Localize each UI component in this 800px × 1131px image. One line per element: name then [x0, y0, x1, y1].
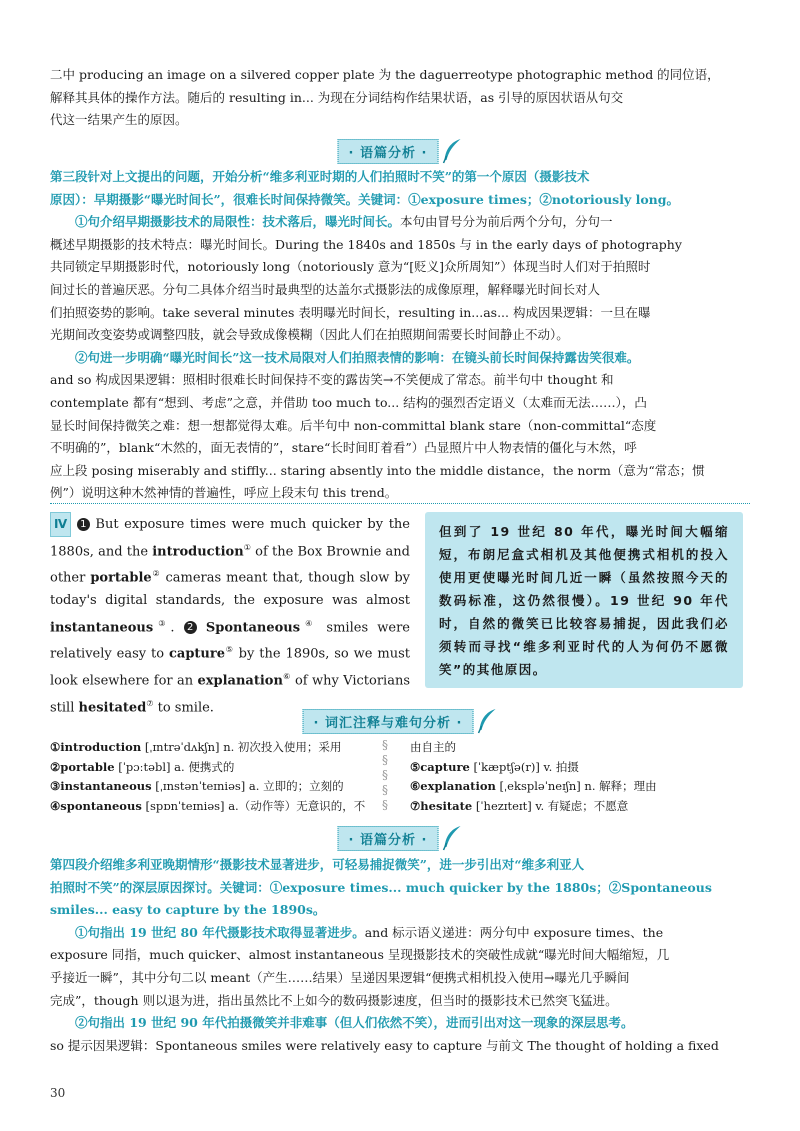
section-banner-vocab — [303, 708, 498, 734]
intro-line: 代这一结果产生的原因。 — [50, 112, 188, 128]
intro-line: 二中 producing an image on a silvered copper plate 为 the daguerreotype photographic method 的同位语， — [50, 67, 720, 82]
vocab-entry: ②portable [ˈpɔːtəbl] a. 便携式的 — [50, 759, 235, 774]
passage-text: of why Victorians still — [50, 673, 411, 716]
divider — [50, 503, 750, 504]
analysis-line: 光期间改变姿势或调整四肢，就会导致成像模糊（因此人们在拍照期间需要长时间静止不动）。 — [50, 327, 569, 343]
para3-analysis — [50, 166, 750, 505]
sentence-1-rest: 本句由冒号分为前后两个分句，分句一 — [400, 214, 613, 230]
passage-text: cameras meant that, though slow by today's digital standards, the exposure was almost — [50, 570, 411, 609]
vocab-word: instantaneous — [50, 619, 154, 635]
passage-text: smiles were relatively easy to — [50, 619, 410, 662]
banner-label: · 语篇分析 · — [338, 139, 439, 164]
analysis-line: 拍照时不笑”的深层原因探讨。关键词：①exposure times... much quicker by the 1880s；②Spontaneous — [50, 879, 712, 895]
analysis-line: 共同锁定早期摄影时代，notoriously long（notoriously 意为“[贬义]众所周知”）体现当时人们对于拍照时 — [50, 259, 651, 275]
sentence-1-head: ①句指出 19 世纪 80 年代摄影技术取得显著进步。 — [75, 924, 365, 940]
vocab-entry: ③instantaneous [ˌɪnstənˈteɪniəs] a. 立即的；立刻的 — [50, 779, 344, 793]
vocab-entry: ⑥explanation [ˌekspləˈneɪʃn] n. 解释；理由 — [410, 779, 657, 793]
vocab-entry: ①introduction [ˌɪntrəˈdʌkʃn] n. 初次投入使用；采用 — [50, 740, 342, 754]
vocab-word: Spontaneous — [205, 619, 301, 635]
analysis-line: so 提示因果逻辑：Spontaneous smiles were relatively easy to capture 与前文 The thought of holding a fixed — [50, 1037, 719, 1053]
banner-label: · 词汇注释与难句分析 · — [303, 709, 474, 734]
passage-text: by the 1890s, so we must look elsewhere for an — [50, 646, 410, 689]
vocab-entry: ④spontaneous [spɒnˈteɪniəs] a.（动作等）无意识的，不 — [50, 798, 366, 813]
para4-analysis — [50, 854, 750, 1057]
translation-panel: 但到了 19 世纪 80 年代，曝光时间大幅缩短，布朗尼盒式相机及其他便携式相机的投入使用更使曝光时间几近一瞬（虽然按照今天的数码标准，这仍然很慢）。19 世纪 90 年代时，自然的微笑已比较容易捕捉，因此我们必须转而寻找“维多利亚时代的人为何仍不愿微笑”的其他原因。 — [425, 512, 743, 688]
vocab-word: hesitated — [78, 700, 147, 716]
passage-paragraph-4: Ⅳ 1 But exposure times were much quicker by the 1880s, and the introduction① of the Box Brownie and other portable② cameras meant that, though slow by today's digital standards, the exposure was almost instantaneous③. 2 Spontaneous④ smiles were relatively easy to capture⑤ by the 1890s, so we must look elsewhere for an explanation⑥ of why Victorians still hesitated⑦ to smile. — [50, 512, 410, 720]
analysis-line — [50, 211, 750, 234]
sentence-number: 1 — [77, 518, 90, 531]
section-banner-discourse-2 — [338, 825, 463, 851]
analysis-line: 完成”，though 则以退为进，指出虽然比不上如今的数码摄影速度，但当时的摄影技术已然突飞猛进。 — [50, 992, 618, 1008]
vocab-entry: 由自主的 — [410, 740, 456, 754]
sentence-2-head: ②句进一步明确“曝光时间长”这一技术局限对人们拍照表情的影响：在镜头前长时间保持露齿笑很难。 — [75, 349, 640, 365]
analysis-line: 不明确的”，blank“木然的，面无表情的”，stare“长时间盯着看”）凸显照片中人物表情的僵化与木然，呼 — [50, 440, 637, 456]
feather-pen-icon — [440, 138, 462, 164]
passage-text: to smile. — [153, 700, 214, 716]
feather-pen-icon — [440, 825, 462, 851]
vocab-word: capture — [169, 646, 226, 662]
banner-label: · 语篇分析 · — [338, 826, 439, 851]
analysis-line: 例”）说明这种木然神情的普遍性，呼应上段末句 this trend。 — [50, 485, 398, 501]
passage-text: . — [170, 619, 184, 635]
sentence-1-head: ①句介绍早期摄影技术的局限性：技术落后，曝光时间长。 — [75, 214, 401, 230]
analysis-line: 应上段 posing miserably and stiffly... staring absently into the middle distance，the norm（意为“常态；惯 — [50, 462, 705, 478]
passage-text: But exposure times were much quicker by the 1880s, and the — [50, 517, 410, 559]
sentence-number: 2 — [184, 621, 197, 634]
section-banner-discourse — [338, 138, 463, 164]
analysis-line: 概述早期摄影的技术特点：曝光时间长。During the 1840s and 1850s 与 in the early days of photography — [50, 236, 682, 252]
analysis-line: exposure 同指，much quicker、almost instantaneous 呈现摄影技术的突破性成就“曝光时间大幅缩短，几 — [50, 947, 670, 963]
vocab-word: portable — [90, 570, 152, 586]
analysis-line: contemplate 都有“想到、考虑”之意，并借助 too much to... 结构的强烈否定语义（太难而无法……），凸 — [50, 394, 647, 410]
analysis-line: and so 构成因果逻辑：照相时很难长时间保持不变的露齿笑→不笑便成了常态。前半句中 thought 和 — [50, 372, 614, 388]
vocab-entry: ⑤capture [ˈkæptʃə(r)] v. 拍摄 — [410, 759, 579, 774]
analysis-line: 乎接近一瞬”，其中分句二以 meant（产生……结果）呈递因果逻辑“便携式相机投入使用→曝光几乎瞬间 — [50, 969, 630, 985]
vocab-word: introduction — [152, 543, 244, 559]
intro-paragraph — [50, 64, 750, 132]
binding-divider: § § § § § — [382, 738, 388, 812]
paragraph-number: Ⅳ — [50, 512, 71, 537]
analysis-line: 显长时间保持微笑之难：想一想都觉得太难。后半句中 non-committal blank stare（non-committal“态度 — [50, 417, 657, 433]
analysis-line: smiles... easy to capture by the 1890s。 — [50, 902, 326, 918]
sentence-1-rest: and 标示语义递进：两分句中 exposure times、the — [364, 924, 664, 940]
page-number: 30 — [50, 1086, 66, 1100]
sentence-2-head: ②句指出 19 世纪 90 年代拍摄微笑并非难事（但人们依然不笑），进而引出对这一现象的深层思考。 — [75, 1015, 634, 1031]
analysis-line — [50, 922, 750, 945]
feather-pen-icon — [475, 708, 497, 734]
vocab-word: explanation — [197, 673, 283, 689]
passage-text: of the Box Brownie and other — [50, 543, 410, 586]
vocab-list-left — [50, 738, 365, 816]
analysis-line: 第四段介绍维多利亚晚期情形“摄影技术显著进步，可轻易捕捉微笑”，进一步引出对“维多利亚人 — [50, 857, 585, 872]
intro-line: 解释其具体的操作方法。随后的 resulting in... 为现在分词结构作结果状语，as 引导的原因状语从句交 — [50, 89, 624, 105]
vocab-list-right — [410, 738, 657, 816]
analysis-line: 第三段针对上文提出的问题，开始分析“维多利亚时期的人们拍照时不笑”的第一个原因（摄影技术 — [50, 169, 590, 184]
analysis-line: 们拍照姿势的影响。take several minutes 表明曝光时间长，resulting in...as... 构成因果逻辑：一旦在曝 — [50, 304, 651, 320]
analysis-line: 原因）：早期摄影“曝光时间长”，很难长时间保持微笑。关键词：①exposure times；②notoriously long。 — [50, 191, 679, 207]
analysis-line: 间过长的普遍厌恶。分句二具体介绍当时最典型的达盖尔式摄影法的成像原理，解释曝光时间长对人 — [50, 281, 601, 297]
vocab-entry: ⑦hesitate [ˈhezɪteɪt] v. 有疑虑；不愿意 — [410, 798, 629, 813]
